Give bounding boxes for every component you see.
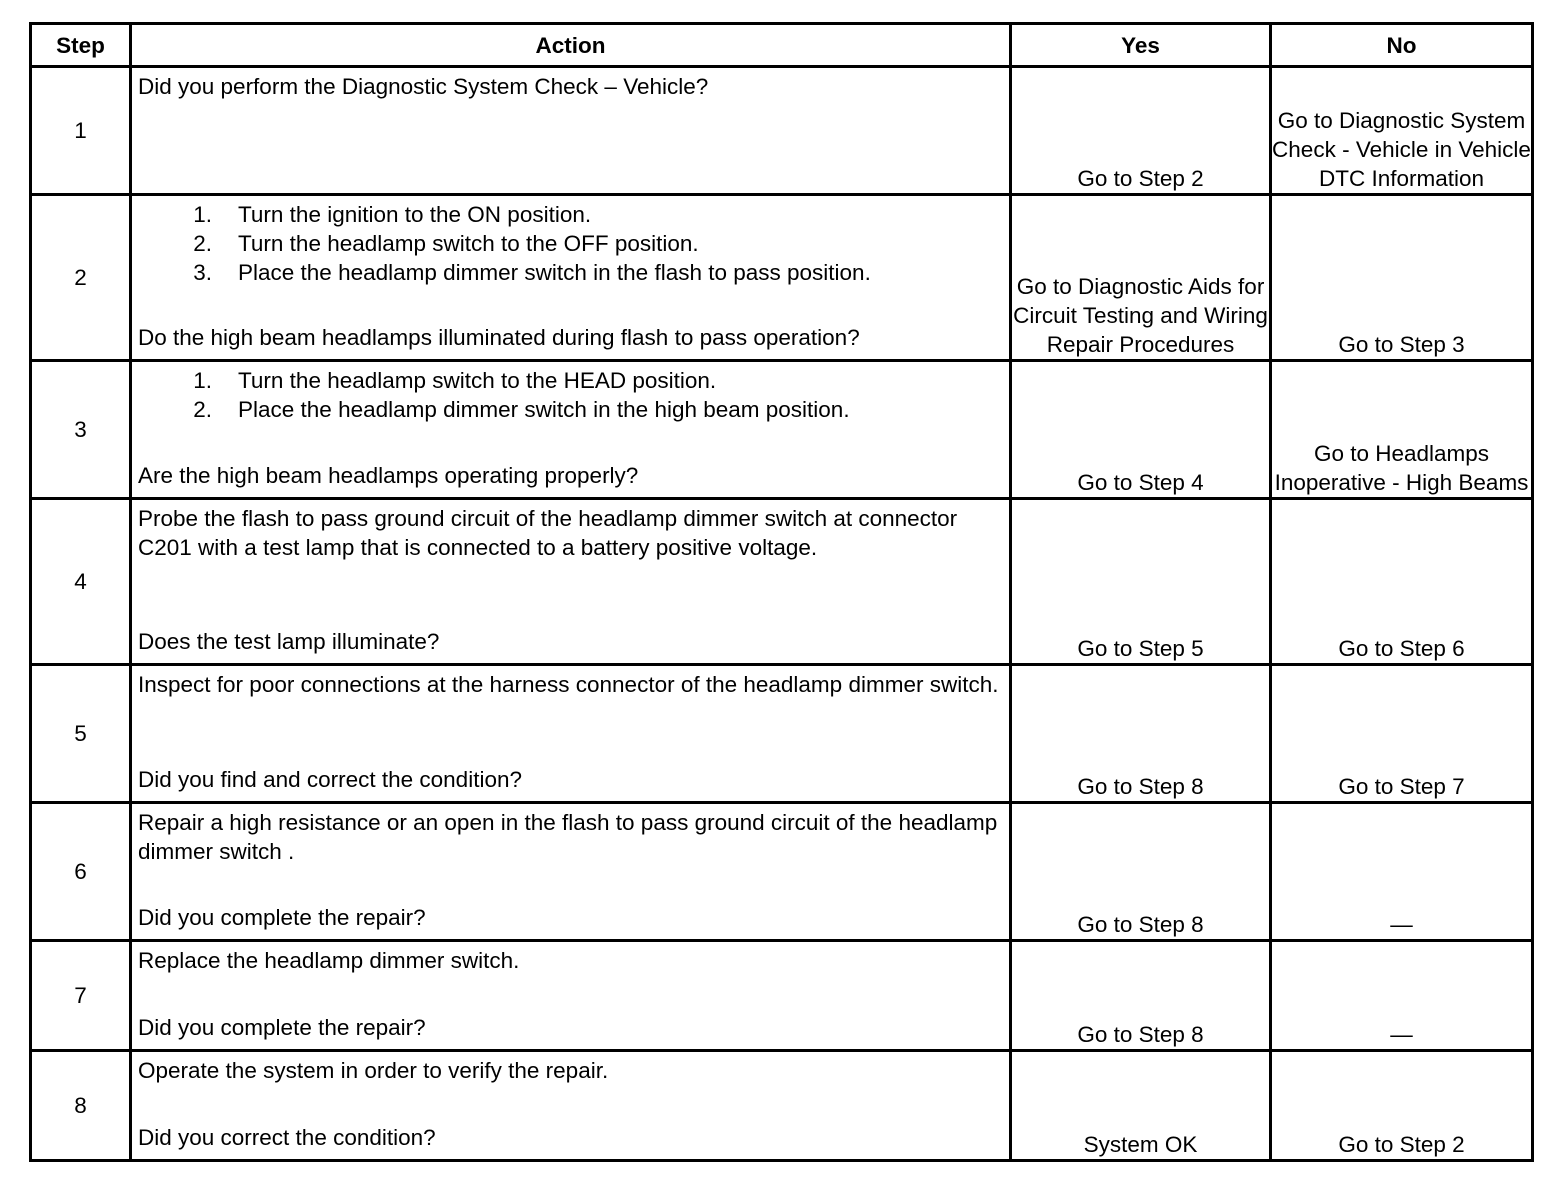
no-cell: — [1271, 803, 1533, 941]
table-row [31, 499, 1533, 665]
yes-cell: Go to Step 8 [1011, 941, 1271, 1051]
table-row [31, 361, 1533, 499]
table-row [31, 941, 1533, 1051]
step-number: 1 [31, 67, 131, 195]
list-item: 2. Turn the headlamp switch to the OFF position. [193, 231, 699, 256]
action-instruction: Did you perform the Diagnostic System Check – Vehicle? [138, 74, 709, 99]
yes-cell: System OK [1011, 1051, 1271, 1161]
action-cell [131, 67, 1011, 195]
no-cell: Go to Step 6 [1271, 499, 1533, 665]
no-cell: — [1271, 941, 1533, 1051]
table-row [31, 67, 1533, 195]
action-instruction: Operate the system in order to verify the repair. [138, 1058, 609, 1083]
action-question: Does the test lamp illuminate? [138, 629, 440, 654]
table-row [31, 195, 1533, 361]
no-cell: Go to Headlamps Inoperative - High Beams [1271, 361, 1533, 499]
action-list [138, 366, 1003, 424]
action-cell [131, 1051, 1011, 1161]
no-cell: Go to Step 2 [1271, 1051, 1533, 1161]
step-number: 5 [31, 665, 131, 803]
step-number: 4 [31, 499, 131, 665]
yes-cell: Go to Step 8 [1011, 665, 1271, 803]
action-question: Did you complete the repair? [138, 1015, 426, 1040]
action-list [138, 200, 1003, 287]
action-instruction: Replace the headlamp dimmer switch. [138, 948, 520, 973]
list-item: 1. Turn the headlamp switch to the HEAD position. [193, 368, 717, 393]
list-item: 3. Place the headlamp dimmer switch in the flash to pass position. [193, 260, 871, 285]
header-row [31, 24, 1533, 67]
step-number: 2 [31, 195, 131, 361]
no-cell: Go to Step 7 [1271, 665, 1533, 803]
header-step: Step [31, 24, 131, 67]
header-yes: Yes [1011, 24, 1271, 67]
yes-cell: Go to Step 8 [1011, 803, 1271, 941]
step-number: 8 [31, 1051, 131, 1161]
step-number: 6 [31, 803, 131, 941]
header-no: No [1271, 24, 1533, 67]
table-row [31, 803, 1533, 941]
list-item: 1. Turn the ignition to the ON position. [193, 202, 592, 227]
action-instruction: Repair a high resistance or an open in the flash to pass ground circuit of the headlamp dimmer switch . [138, 810, 998, 864]
action-question: Did you correct the condition? [138, 1125, 436, 1150]
action-question: Are the high beam headlamps operating properly? [138, 463, 639, 488]
step-number: 3 [31, 361, 131, 499]
no-cell: Go to Step 3 [1271, 195, 1533, 361]
action-cell [131, 941, 1011, 1051]
step-number: 7 [31, 941, 131, 1051]
action-instruction: Probe the flash to pass ground circuit of the headlamp dimmer switch at connector C201 with a test lamp that is connected to a battery positive voltage. [138, 506, 958, 560]
action-question: Do the high beam headlamps illuminated during flash to pass operation? [138, 325, 860, 350]
action-cell [131, 195, 1011, 361]
action-question: Did you complete the repair? [138, 905, 426, 930]
action-cell [131, 499, 1011, 665]
action-cell [131, 803, 1011, 941]
yes-cell: Go to Step 5 [1011, 499, 1271, 665]
table-row [31, 665, 1533, 803]
list-item: 2. Place the headlamp dimmer switch in the high beam position. [193, 397, 850, 422]
header-action: Action [131, 24, 1011, 67]
no-cell: Go to Diagnostic System Check - Vehicle in Vehicle DTC Information [1271, 67, 1533, 195]
action-cell [131, 665, 1011, 803]
diagnostic-table [29, 22, 1534, 1162]
action-cell [131, 361, 1011, 499]
yes-cell: Go to Diagnostic Aids for Circuit Testing and Wiring Repair Procedures [1011, 195, 1271, 361]
action-question: Did you find and correct the condition? [138, 767, 522, 792]
yes-cell: Go to Step 2 [1011, 67, 1271, 195]
action-instruction: Inspect for poor connections at the harness connector of the headlamp dimmer switch. [138, 672, 999, 697]
yes-cell: Go to Step 4 [1011, 361, 1271, 499]
table-row [31, 1051, 1533, 1161]
